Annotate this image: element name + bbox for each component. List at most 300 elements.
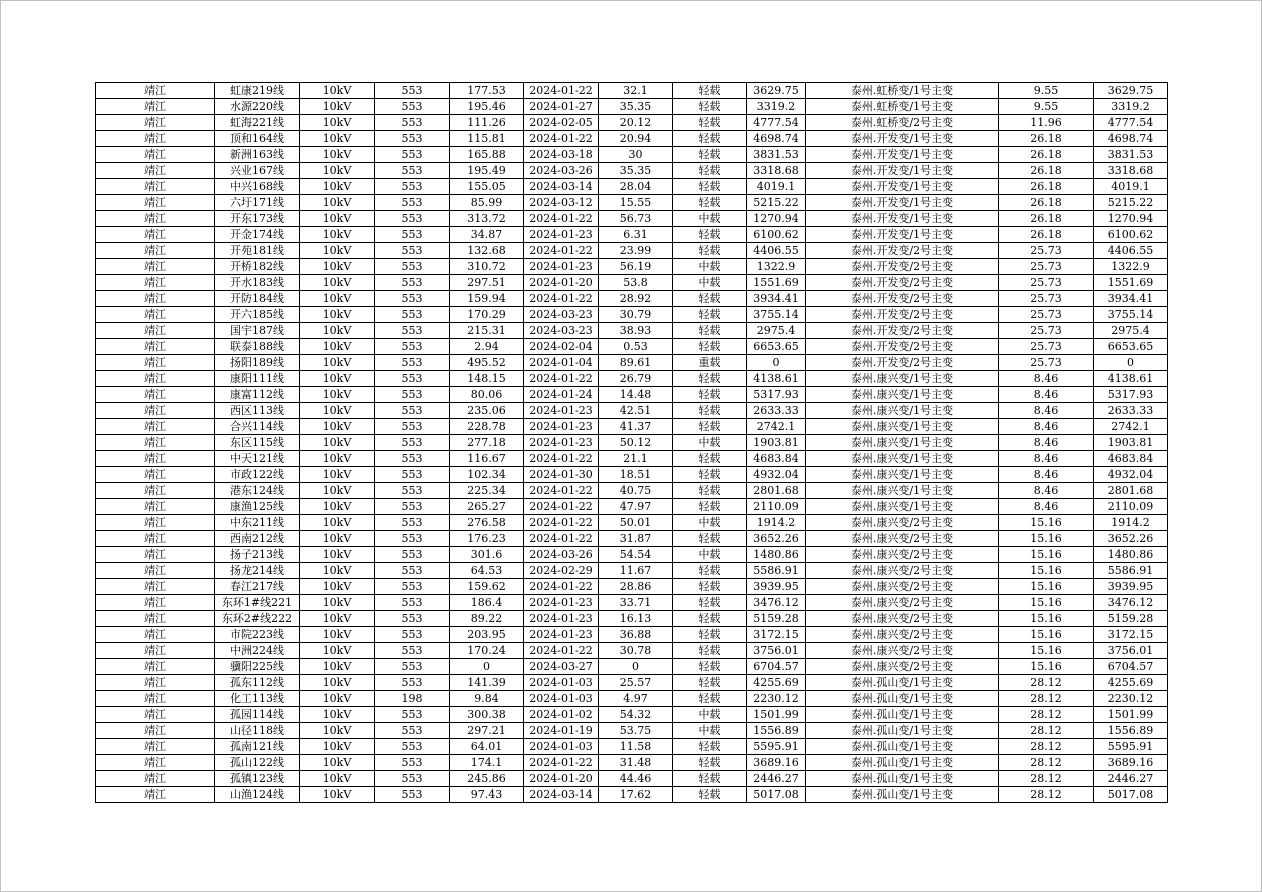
table-row (96, 355, 1168, 371)
cell-region: 靖江 (96, 643, 215, 659)
cell-rated-capacity: 553 (375, 675, 450, 691)
cell-line-name: 骥阳225线 (215, 659, 300, 675)
cell-transformer: 泰州.康兴变/1号主变 (806, 403, 999, 419)
cell-transformer: 泰州.孤山变/1号主变 (806, 739, 999, 755)
cell-rated-capacity: 553 (375, 595, 450, 611)
cell-remaining-capacity: 4698.74 (1094, 131, 1168, 147)
cell-load-rate: 6.31 (599, 227, 673, 243)
cell-transformer-load-rate: 11.96 (999, 115, 1094, 131)
cell-line-name: 春江217线 (215, 579, 300, 595)
cell-max-load: 132.68 (450, 243, 524, 259)
cell-available-capacity: 5317.93 (747, 387, 806, 403)
cell-max-load: 195.49 (450, 163, 524, 179)
cell-load-rate: 54.54 (599, 547, 673, 563)
cell-transformer: 泰州.康兴变/1号主变 (806, 371, 999, 387)
cell-max-load: 310.72 (450, 259, 524, 275)
cell-remaining-capacity: 3629.75 (1094, 83, 1168, 99)
cell-region: 靖江 (96, 307, 215, 323)
cell-voltage: 10kV (300, 419, 375, 435)
cell-remaining-capacity: 6704.57 (1094, 659, 1168, 675)
cell-transformer: 泰州.康兴变/1号主变 (806, 483, 999, 499)
cell-available-capacity: 1551.69 (747, 275, 806, 291)
cell-transformer: 泰州.孤山变/1号主变 (806, 675, 999, 691)
cell-transformer: 泰州.孤山变/1号主变 (806, 723, 999, 739)
cell-date: 2024-01-22 (524, 83, 599, 99)
cell-available-capacity: 3939.95 (747, 579, 806, 595)
cell-available-capacity: 3652.26 (747, 531, 806, 547)
cell-max-load: 177.53 (450, 83, 524, 99)
cell-remaining-capacity: 5017.08 (1094, 787, 1168, 803)
cell-max-load: 34.87 (450, 227, 524, 243)
cell-voltage: 10kV (300, 755, 375, 771)
cell-load-rate: 20.94 (599, 131, 673, 147)
cell-voltage: 10kV (300, 691, 375, 707)
cell-transformer: 泰州.孤山变/1号主变 (806, 707, 999, 723)
cell-date: 2024-01-30 (524, 467, 599, 483)
cell-line-name: 山径118线 (215, 723, 300, 739)
cell-remaining-capacity: 1501.99 (1094, 707, 1168, 723)
cell-remaining-capacity: 3476.12 (1094, 595, 1168, 611)
cell-load-rate: 21.1 (599, 451, 673, 467)
cell-rated-capacity: 553 (375, 787, 450, 803)
table-row (96, 451, 1168, 467)
table-row (96, 563, 1168, 579)
cell-transformer-load-rate: 8.46 (999, 467, 1094, 483)
cell-available-capacity: 4932.04 (747, 467, 806, 483)
cell-available-capacity: 3629.75 (747, 83, 806, 99)
cell-max-load: 300.38 (450, 707, 524, 723)
table-row (96, 707, 1168, 723)
cell-load-status: 中载 (673, 259, 747, 275)
cell-load-status: 轻载 (673, 99, 747, 115)
cell-remaining-capacity: 1551.69 (1094, 275, 1168, 291)
cell-load-status: 轻载 (673, 387, 747, 403)
cell-max-load: 215.31 (450, 323, 524, 339)
table-row (96, 531, 1168, 547)
cell-remaining-capacity: 5586.91 (1094, 563, 1168, 579)
cell-line-name: 康富112线 (215, 387, 300, 403)
cell-rated-capacity: 553 (375, 723, 450, 739)
cell-voltage: 10kV (300, 83, 375, 99)
cell-load-rate: 17.62 (599, 787, 673, 803)
cell-transformer-load-rate: 28.12 (999, 675, 1094, 691)
cell-available-capacity: 1914.2 (747, 515, 806, 531)
table-row (96, 163, 1168, 179)
cell-available-capacity: 4777.54 (747, 115, 806, 131)
cell-line-name: 开六185线 (215, 307, 300, 323)
cell-line-name: 中兴168线 (215, 179, 300, 195)
cell-remaining-capacity: 6653.65 (1094, 339, 1168, 355)
cell-region: 靖江 (96, 179, 215, 195)
cell-available-capacity: 5595.91 (747, 739, 806, 755)
cell-load-rate: 0.53 (599, 339, 673, 355)
cell-load-rate: 11.58 (599, 739, 673, 755)
cell-load-rate: 47.97 (599, 499, 673, 515)
cell-rated-capacity: 553 (375, 99, 450, 115)
cell-load-status: 轻载 (673, 419, 747, 435)
cell-voltage: 10kV (300, 707, 375, 723)
cell-line-name: 虹海221线 (215, 115, 300, 131)
table-row (96, 739, 1168, 755)
cell-rated-capacity: 553 (375, 435, 450, 451)
cell-max-load: 495.52 (450, 355, 524, 371)
cell-line-name: 中天121线 (215, 451, 300, 467)
cell-date: 2024-01-03 (524, 675, 599, 691)
cell-remaining-capacity: 4777.54 (1094, 115, 1168, 131)
cell-transformer-load-rate: 26.18 (999, 131, 1094, 147)
cell-remaining-capacity: 2975.4 (1094, 323, 1168, 339)
cell-transformer: 泰州.开发变/2号主变 (806, 259, 999, 275)
cell-voltage: 10kV (300, 467, 375, 483)
cell-load-rate: 36.88 (599, 627, 673, 643)
cell-available-capacity: 5017.08 (747, 787, 806, 803)
table-row (96, 371, 1168, 387)
cell-remaining-capacity: 3831.53 (1094, 147, 1168, 163)
table-row (96, 611, 1168, 627)
cell-rated-capacity: 553 (375, 643, 450, 659)
cell-load-rate: 35.35 (599, 99, 673, 115)
cell-remaining-capacity: 3755.14 (1094, 307, 1168, 323)
cell-load-rate: 32.1 (599, 83, 673, 99)
cell-voltage: 10kV (300, 179, 375, 195)
cell-region: 靖江 (96, 83, 215, 99)
cell-line-name: 联泰188线 (215, 339, 300, 355)
cell-load-status: 轻载 (673, 595, 747, 611)
cell-line-name: 开苑181线 (215, 243, 300, 259)
cell-load-status: 中载 (673, 547, 747, 563)
cell-line-name: 中洲224线 (215, 643, 300, 659)
cell-transformer-load-rate: 8.46 (999, 499, 1094, 515)
cell-rated-capacity: 553 (375, 387, 450, 403)
cell-available-capacity: 3755.14 (747, 307, 806, 323)
table-row (96, 499, 1168, 515)
cell-max-load: 277.18 (450, 435, 524, 451)
cell-load-status: 轻载 (673, 787, 747, 803)
cell-load-status: 轻载 (673, 643, 747, 659)
cell-transformer-load-rate: 28.12 (999, 755, 1094, 771)
cell-available-capacity: 3318.68 (747, 163, 806, 179)
cell-line-name: 化工113线 (215, 691, 300, 707)
cell-date: 2024-01-04 (524, 355, 599, 371)
cell-transformer: 泰州.开发变/2号主变 (806, 291, 999, 307)
cell-voltage: 10kV (300, 435, 375, 451)
cell-available-capacity: 4406.55 (747, 243, 806, 259)
table-row (96, 211, 1168, 227)
cell-region: 靖江 (96, 755, 215, 771)
cell-line-name: 开桥182线 (215, 259, 300, 275)
cell-region: 靖江 (96, 595, 215, 611)
cell-region: 靖江 (96, 387, 215, 403)
cell-line-name: 国宇187线 (215, 323, 300, 339)
cell-load-rate: 50.12 (599, 435, 673, 451)
cell-rated-capacity: 553 (375, 211, 450, 227)
cell-max-load: 0 (450, 659, 524, 675)
cell-remaining-capacity: 6100.62 (1094, 227, 1168, 243)
cell-load-status: 轻载 (673, 339, 747, 355)
cell-max-load: 116.67 (450, 451, 524, 467)
cell-voltage: 10kV (300, 243, 375, 259)
cell-voltage: 10kV (300, 147, 375, 163)
cell-remaining-capacity: 2801.68 (1094, 483, 1168, 499)
cell-line-name: 康渔125线 (215, 499, 300, 515)
cell-voltage: 10kV (300, 771, 375, 787)
cell-transformer-load-rate: 25.73 (999, 291, 1094, 307)
cell-load-rate: 42.51 (599, 403, 673, 419)
cell-transformer: 泰州.开发变/2号主变 (806, 339, 999, 355)
cell-region: 靖江 (96, 403, 215, 419)
cell-available-capacity: 3172.15 (747, 627, 806, 643)
cell-rated-capacity: 553 (375, 451, 450, 467)
cell-max-load: 176.23 (450, 531, 524, 547)
cell-load-status: 中载 (673, 707, 747, 723)
cell-line-name: 扬子213线 (215, 547, 300, 563)
cell-voltage: 10kV (300, 659, 375, 675)
cell-line-name: 虹康219线 (215, 83, 300, 99)
cell-available-capacity: 2975.4 (747, 323, 806, 339)
cell-load-status: 轻载 (673, 755, 747, 771)
cell-region: 靖江 (96, 611, 215, 627)
cell-voltage: 10kV (300, 531, 375, 547)
cell-transformer-load-rate: 25.73 (999, 243, 1094, 259)
cell-region: 靖江 (96, 371, 215, 387)
cell-load-rate: 35.35 (599, 163, 673, 179)
cell-load-status: 重载 (673, 355, 747, 371)
cell-date: 2024-03-14 (524, 179, 599, 195)
cell-date: 2024-01-22 (524, 291, 599, 307)
cell-available-capacity: 1480.86 (747, 547, 806, 563)
cell-region: 靖江 (96, 547, 215, 563)
cell-max-load: 297.21 (450, 723, 524, 739)
cell-date: 2024-03-27 (524, 659, 599, 675)
cell-voltage: 10kV (300, 115, 375, 131)
cell-max-load: 228.78 (450, 419, 524, 435)
cell-voltage: 10kV (300, 227, 375, 243)
cell-voltage: 10kV (300, 211, 375, 227)
cell-voltage: 10kV (300, 259, 375, 275)
cell-transformer-load-rate: 28.12 (999, 707, 1094, 723)
cell-transformer-load-rate: 25.73 (999, 339, 1094, 355)
cell-line-name: 新洲163线 (215, 147, 300, 163)
cell-max-load: 64.53 (450, 563, 524, 579)
table-row (96, 675, 1168, 691)
cell-region: 靖江 (96, 163, 215, 179)
cell-region: 靖江 (96, 499, 215, 515)
cell-available-capacity: 4019.1 (747, 179, 806, 195)
cell-date: 2024-01-22 (524, 579, 599, 595)
cell-transformer-load-rate: 15.16 (999, 659, 1094, 675)
cell-region: 靖江 (96, 99, 215, 115)
cell-rated-capacity: 553 (375, 467, 450, 483)
cell-transformer: 泰州.开发变/2号主变 (806, 243, 999, 259)
cell-date: 2024-01-23 (524, 611, 599, 627)
cell-load-status: 轻载 (673, 195, 747, 211)
table-row (96, 275, 1168, 291)
cell-load-status: 轻载 (673, 611, 747, 627)
cell-transformer-load-rate: 25.73 (999, 259, 1094, 275)
cell-transformer: 泰州.康兴变/1号主变 (806, 419, 999, 435)
cell-load-status: 轻载 (673, 691, 747, 707)
cell-max-load: 245.86 (450, 771, 524, 787)
cell-region: 靖江 (96, 627, 215, 643)
cell-rated-capacity: 553 (375, 611, 450, 627)
cell-date: 2024-01-22 (524, 499, 599, 515)
cell-transformer-load-rate: 25.73 (999, 355, 1094, 371)
cell-transformer: 泰州.开发变/1号主变 (806, 227, 999, 243)
cell-remaining-capacity: 3172.15 (1094, 627, 1168, 643)
cell-rated-capacity: 553 (375, 403, 450, 419)
cell-remaining-capacity: 3939.95 (1094, 579, 1168, 595)
cell-line-name: 六圩171线 (215, 195, 300, 211)
cell-load-status: 轻载 (673, 83, 747, 99)
cell-voltage: 10kV (300, 339, 375, 355)
cell-transformer-load-rate: 8.46 (999, 435, 1094, 451)
cell-available-capacity: 4698.74 (747, 131, 806, 147)
cell-transformer-load-rate: 15.16 (999, 515, 1094, 531)
cell-remaining-capacity: 0 (1094, 355, 1168, 371)
cell-region: 靖江 (96, 467, 215, 483)
table-row (96, 99, 1168, 115)
cell-date: 2024-03-12 (524, 195, 599, 211)
table-row (96, 547, 1168, 563)
cell-line-name: 孤南121线 (215, 739, 300, 755)
cell-available-capacity: 4683.84 (747, 451, 806, 467)
cell-load-rate: 28.04 (599, 179, 673, 195)
cell-date: 2024-01-20 (524, 771, 599, 787)
cell-remaining-capacity: 4019.1 (1094, 179, 1168, 195)
cell-rated-capacity: 553 (375, 707, 450, 723)
cell-remaining-capacity: 3318.68 (1094, 163, 1168, 179)
cell-line-name: 开金174线 (215, 227, 300, 243)
cell-load-rate: 15.55 (599, 195, 673, 211)
cell-transformer: 泰州.孤山变/1号主变 (806, 787, 999, 803)
cell-region: 靖江 (96, 211, 215, 227)
table-row (96, 483, 1168, 499)
table-row (96, 227, 1168, 243)
cell-load-rate: 56.19 (599, 259, 673, 275)
cell-line-name: 中东211线 (215, 515, 300, 531)
cell-max-load: 85.99 (450, 195, 524, 211)
cell-rated-capacity: 553 (375, 755, 450, 771)
cell-max-load: 115.81 (450, 131, 524, 147)
cell-load-status: 轻载 (673, 563, 747, 579)
cell-remaining-capacity: 3689.16 (1094, 755, 1168, 771)
cell-date: 2024-03-14 (524, 787, 599, 803)
cell-remaining-capacity: 5215.22 (1094, 195, 1168, 211)
cell-line-name: 港东124线 (215, 483, 300, 499)
cell-line-name: 水源220线 (215, 99, 300, 115)
cell-date: 2024-01-03 (524, 691, 599, 707)
cell-max-load: 9.84 (450, 691, 524, 707)
cell-max-load: 159.94 (450, 291, 524, 307)
cell-date: 2024-01-23 (524, 259, 599, 275)
cell-rated-capacity: 553 (375, 739, 450, 755)
cell-load-rate: 40.75 (599, 483, 673, 499)
table-row (96, 259, 1168, 275)
table-row (96, 243, 1168, 259)
cell-region: 靖江 (96, 355, 215, 371)
cell-voltage: 10kV (300, 579, 375, 595)
table-row (96, 291, 1168, 307)
cell-available-capacity: 3934.41 (747, 291, 806, 307)
cell-rated-capacity: 553 (375, 531, 450, 547)
cell-available-capacity: 1903.81 (747, 435, 806, 451)
cell-available-capacity: 1322.9 (747, 259, 806, 275)
cell-load-rate: 28.86 (599, 579, 673, 595)
cell-remaining-capacity: 5595.91 (1094, 739, 1168, 755)
table-row (96, 691, 1168, 707)
cell-load-status: 轻载 (673, 323, 747, 339)
cell-load-rate: 53.75 (599, 723, 673, 739)
cell-load-rate: 0 (599, 659, 673, 675)
cell-region: 靖江 (96, 339, 215, 355)
cell-remaining-capacity: 1270.94 (1094, 211, 1168, 227)
cell-region: 靖江 (96, 419, 215, 435)
cell-date: 2024-01-22 (524, 531, 599, 547)
cell-load-status: 轻载 (673, 163, 747, 179)
cell-transformer: 泰州.康兴变/2号主变 (806, 579, 999, 595)
cell-max-load: 195.46 (450, 99, 524, 115)
cell-line-name: 山渔124线 (215, 787, 300, 803)
cell-available-capacity: 6653.65 (747, 339, 806, 355)
cell-date: 2024-03-18 (524, 147, 599, 163)
cell-transformer: 泰州.孤山变/1号主变 (806, 755, 999, 771)
cell-remaining-capacity: 4932.04 (1094, 467, 1168, 483)
cell-transformer: 泰州.开发变/1号主变 (806, 163, 999, 179)
cell-remaining-capacity: 1480.86 (1094, 547, 1168, 563)
cell-date: 2024-03-23 (524, 323, 599, 339)
cell-load-rate: 54.32 (599, 707, 673, 723)
cell-load-status: 轻载 (673, 499, 747, 515)
cell-max-load: 148.15 (450, 371, 524, 387)
cell-line-name: 康阳111线 (215, 371, 300, 387)
cell-voltage: 10kV (300, 387, 375, 403)
cell-load-status: 轻载 (673, 291, 747, 307)
cell-load-status: 轻载 (673, 131, 747, 147)
cell-load-status: 中载 (673, 211, 747, 227)
cell-load-rate: 53.8 (599, 275, 673, 291)
cell-transformer: 泰州.康兴变/1号主变 (806, 451, 999, 467)
cell-rated-capacity: 553 (375, 563, 450, 579)
cell-max-load: 2.94 (450, 339, 524, 355)
cell-region: 靖江 (96, 451, 215, 467)
cell-transformer-load-rate: 15.16 (999, 611, 1094, 627)
cell-load-status: 中载 (673, 275, 747, 291)
cell-available-capacity: 3756.01 (747, 643, 806, 659)
cell-transformer: 泰州.康兴变/1号主变 (806, 467, 999, 483)
cell-remaining-capacity: 1914.2 (1094, 515, 1168, 531)
cell-load-status: 轻载 (673, 739, 747, 755)
cell-voltage: 10kV (300, 131, 375, 147)
cell-remaining-capacity: 1556.89 (1094, 723, 1168, 739)
cell-load-rate: 31.87 (599, 531, 673, 547)
data-table (95, 82, 1168, 803)
cell-rated-capacity: 553 (375, 243, 450, 259)
cell-region: 靖江 (96, 531, 215, 547)
cell-transformer: 泰州.康兴变/1号主变 (806, 435, 999, 451)
cell-transformer-load-rate: 28.12 (999, 787, 1094, 803)
cell-date: 2024-01-23 (524, 227, 599, 243)
cell-transformer-load-rate: 15.16 (999, 547, 1094, 563)
cell-available-capacity: 2446.27 (747, 771, 806, 787)
cell-line-name: 东区115线 (215, 435, 300, 451)
cell-voltage: 10kV (300, 371, 375, 387)
cell-max-load: 141.39 (450, 675, 524, 691)
cell-region: 靖江 (96, 483, 215, 499)
table-row (96, 147, 1168, 163)
cell-transformer-load-rate: 15.16 (999, 531, 1094, 547)
cell-load-status: 轻载 (673, 451, 747, 467)
cell-region: 靖江 (96, 259, 215, 275)
